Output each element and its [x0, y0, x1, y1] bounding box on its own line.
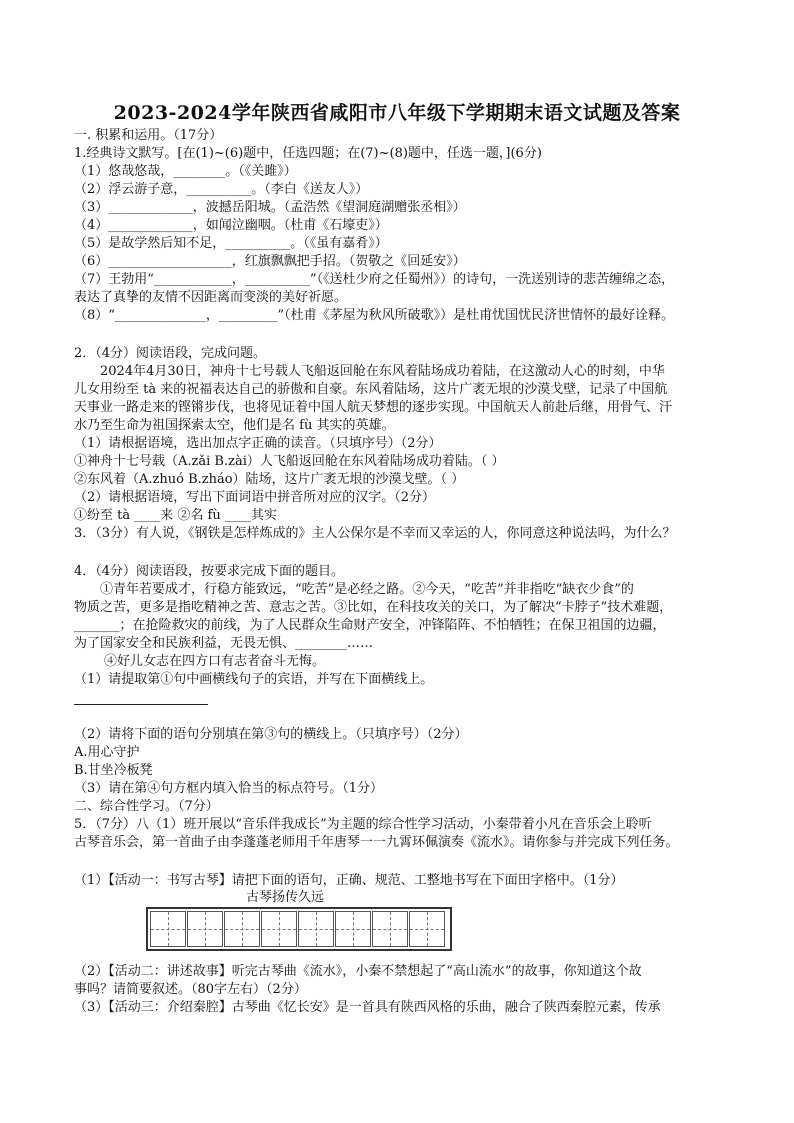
passage-text: 物质之苦，更多是指吃精神之苦、意志之苦。③比如，在科技攻关的关口，为了解决“卡脖子”技术难题， — [74, 600, 673, 615]
grid-cell[interactable] — [224, 911, 260, 947]
question-text: ①纷至 tà ____来 ②名 fù ____其实 — [74, 508, 277, 523]
grid-cell[interactable] — [150, 911, 186, 947]
question-text: （4）_____________，如闻泣幽咽。（杜甫《石壕吏》） — [74, 218, 388, 233]
grid-cell[interactable] — [372, 911, 408, 947]
question-text: （2）浮云游子意，__________。（李白《送友人》） — [74, 182, 369, 197]
question-text: （3）_____________，波撼岳阳城。（孟浩然《望洞庭湖赠张丞相》） — [74, 200, 466, 215]
activity-text: （1）【活动一：书写古琴】请把下面的语句，正确、规范、工整地书写在下面田字格中。（1分） — [74, 873, 624, 888]
grid-cell[interactable] — [187, 911, 223, 947]
page-title: 2023-2024学年陕西省咸阳市八年级下学期期末语文试题及答案 — [113, 102, 681, 124]
copy-sentence: 古琴扬传久远 — [246, 890, 325, 905]
passage-text: ④好儿女志在四方口有志者奋斗无悔。 — [104, 654, 326, 669]
activity-text: 事吗？请简要叙述。（80字左右）（2分） — [74, 982, 307, 997]
activity-text: （3）【活动三：介绍秦腔】古琴曲《忆长安》是一首具有陕西风格的乐曲，融合了陕西秦腔元素，传承 — [74, 1000, 661, 1015]
question-text: ②东风着（A.zhuó B.zháo）陆场，这片广袤无垠的沙漠戈壁。（ ） — [74, 472, 465, 487]
question-text: （8）“______________，_________”（杜甫《茅屋为秋风所破歌》）是杜甫忧国忧民济世情怀的最好诠释。 — [74, 308, 675, 323]
question-text: （6）___________________，红旗飘飘把手招。（贺敬之《回延安》） — [74, 254, 466, 269]
grid-cell[interactable] — [409, 911, 445, 947]
passage-text: 2024年4月30日，神舟十七号载人飞船返回舱在东风着陆场成功着陆，在这激动人心的时刻，中华 — [100, 364, 665, 379]
writing-grid[interactable] — [146, 907, 452, 951]
option-b: B.甘坐冷板凳 — [74, 763, 153, 778]
grid-cell[interactable] — [261, 911, 297, 947]
question-text: （3）请在第④句方框内填入恰当的标点符号。（1分） — [74, 781, 384, 796]
question-text: ①神舟十七号载（A.zǎi B.zài）人飞船返回舱在东风着陆场成功着陆。（ ） — [74, 454, 505, 469]
question-text: （1）请根据语境，选出加点字正确的读音。（只填序号）（2分） — [74, 436, 442, 451]
passage-text: ①青年若要成才，行稳方能致远，“吃苦”是必经之路。②今天，“吃苦”并非指吃“缺衣少食”的 — [100, 582, 634, 597]
question-text: （7）王勃用“____________，__________”（《送杜少府之任蜀州》）的诗句，一洗送别诗的悲苦缠绵之态， — [74, 272, 675, 287]
passage-text: 天事业一路走来的铿锵步伐，也将见证着中国人航天梦想的逐步实现。中国航天人前赴后继，用骨气、汗 — [74, 400, 673, 415]
grid-cell[interactable] — [335, 911, 371, 947]
question-text: （5）是故学然后知不足，__________。（《虽有嘉肴》） — [74, 236, 388, 251]
question-heading: 4．（4分）阅读语段，按要求完成下面的题目。 — [74, 564, 345, 579]
activity-text: （2）【活动二：讲述故事】听完古琴曲《流水》，小秦不禁想起了“高山流水”的故事，你知道这个故 — [74, 964, 642, 979]
passage-text: _______；在抢险救灾的前线，为了人民群众生命财产安全，冲锋陷阵、不怕牺牲；在保卫祖国的边疆， — [74, 618, 666, 633]
question-text: （2）请根据语境，写出下面词语中拼音所对应的汉字。（2分） — [74, 490, 436, 505]
question-text: （2）请将下面的语句分别填在第③句的横线上。（只填序号）（2分） — [74, 727, 468, 742]
option-a: A.用心守护 — [74, 745, 140, 760]
question-text: 1.经典诗文默写。[在(1)~(6)题中，任选四题；在(7)~(8)题中，任选一题，](6分) — [74, 146, 542, 161]
question-text: 表达了真挚的友情不因距离而变淡的美好祈愿。 — [74, 290, 348, 305]
grid-cell[interactable] — [298, 911, 334, 947]
passage-text: 儿女用纷至 tà 来的祝福表达自己的骄傲和自豪。东风着陆场，这片广袤无垠的沙漠戈壁，记录了中国航 — [74, 382, 668, 397]
passage-text: 为了国家安全和民族利益，无畏无惧、________…… — [74, 636, 374, 651]
passage-text: 水乃至生命为祖国探索太空，他们是名 fù 其实的英雄。 — [74, 418, 395, 433]
question-text: 3．（3分）有人说，《钢铁是怎样炼成的》主人公保尔是不幸而又幸运的人，你同意这种说法吗，为什么？ — [74, 526, 676, 541]
question-text: （1）悠哉悠哉，________。（《关雎》） — [74, 164, 297, 179]
section-heading: 二、综合性学习。（7分） — [74, 799, 219, 814]
question-text: 5．（7分）八（1）班开展以“音乐伴我成长”为主题的综合性学习活动，小秦带着小凡在音乐会上聆听 — [74, 817, 652, 832]
answer-line — [74, 704, 208, 705]
section-heading: 一. 积累和运用。（17分） — [74, 128, 223, 143]
question-heading: 2．（4分）阅读语段，完成问题。 — [74, 346, 267, 361]
question-text: 古琴音乐会，第一首曲子由李蓬蓬老师用千年唐琴一一九霄环佩演奏《流水》。请你参与并完成下列任务。 — [74, 835, 679, 850]
question-text: （1）请提取第①句中画横线句子的宾语，并写在下面横线上。 — [74, 672, 434, 687]
